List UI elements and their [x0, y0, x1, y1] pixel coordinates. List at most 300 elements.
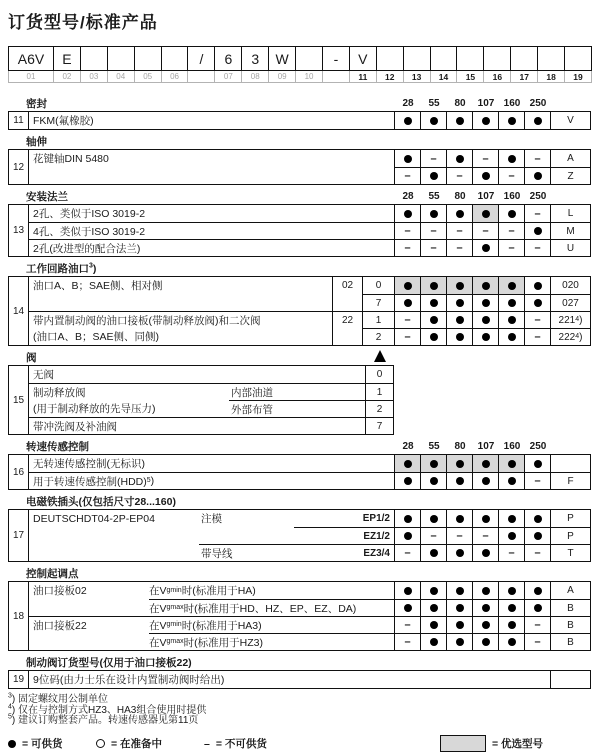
group-code-cell: 22	[332, 311, 362, 328]
subcode-cell: 1	[362, 311, 394, 328]
availability-cell	[420, 633, 446, 650]
size-col-header: 55	[428, 441, 440, 452]
row-label: 2孔、类似于ISO 3019-2	[33, 208, 146, 220]
ordering-code-cell	[376, 47, 403, 70]
code-cell: T	[550, 544, 590, 561]
row-label	[29, 544, 199, 561]
available-dot-icon	[534, 282, 542, 290]
availability-cell	[472, 455, 498, 472]
availability-cell	[524, 112, 550, 129]
size-col-header: 107	[477, 441, 495, 452]
table-row	[29, 311, 590, 328]
availability-cell: –	[446, 527, 472, 544]
table-row	[29, 417, 393, 434]
availability-cell	[446, 311, 472, 328]
ordering-code-cell: -	[322, 47, 349, 70]
code-cell: U	[550, 239, 590, 256]
availability-cell	[394, 112, 420, 129]
availability-cell	[498, 150, 524, 167]
availability-cell: –	[498, 167, 524, 184]
ordering-code-cell: 6	[214, 47, 241, 70]
section-title: 转速传感控制	[26, 441, 89, 453]
table-row	[29, 294, 590, 311]
availability-cell: –	[472, 222, 498, 239]
code-cell: M	[550, 222, 590, 239]
availability-cell	[446, 277, 472, 294]
table-row	[29, 671, 590, 688]
availability-cell	[472, 633, 498, 650]
availability-cell	[420, 294, 446, 311]
table-row	[29, 455, 590, 472]
available-dot-icon	[404, 299, 412, 307]
position-number-cell: 05	[134, 71, 161, 82]
availability-cell: –	[524, 311, 550, 328]
available-dot-icon	[482, 172, 490, 180]
section-rows	[29, 366, 393, 434]
code-cell: P	[550, 510, 590, 527]
availability-cell: –	[498, 239, 524, 256]
code-cell: 2	[365, 400, 393, 417]
section-service-line-ports	[8, 263, 592, 346]
code-cell: 222 4 )	[550, 328, 590, 345]
available-dot-icon	[482, 460, 490, 468]
availability-cell	[498, 311, 524, 328]
row-label: (油口A、B；SAE侧、同侧)	[33, 331, 160, 343]
available-dot-icon	[430, 282, 438, 290]
ordering-code-table	[8, 46, 592, 83]
section-rows	[29, 150, 590, 184]
available-dot-icon	[404, 117, 412, 125]
available-dot-icon	[534, 460, 542, 468]
availability-cell: –	[394, 328, 420, 345]
availability-cell	[420, 167, 446, 184]
availability-cell	[394, 455, 420, 472]
available-dot-icon	[404, 282, 412, 290]
row-label: 油口A、B；SAE侧、相对侧	[33, 280, 163, 292]
table-row	[29, 510, 590, 527]
available-dot-icon	[534, 604, 542, 612]
available-dot-icon	[482, 117, 490, 125]
ordering-code-cell	[456, 47, 483, 70]
ordering-code-row	[8, 46, 592, 71]
row-label: 制动释放阀	[29, 383, 229, 400]
footnote-item: $^5$) 建议订购整套产品。转速传感器见第11页	[8, 713, 199, 726]
available-dot-icon	[404, 210, 412, 218]
available-dot-icon	[508, 460, 516, 468]
availability-cell: –	[472, 527, 498, 544]
table-row	[29, 616, 590, 633]
section-number: 15	[9, 366, 29, 434]
size-col-header: 80	[454, 98, 466, 109]
availability-cell	[446, 205, 472, 222]
available-dot-icon	[508, 333, 516, 341]
available-dot-icon	[508, 282, 516, 290]
legend-box-icon	[440, 735, 486, 752]
available-dot-icon	[430, 299, 438, 307]
available-dot-icon	[482, 549, 490, 557]
sub-label: 在V gmin 时(标准用于HA)	[149, 585, 256, 597]
section-rows	[29, 582, 590, 650]
ordering-code-cell	[537, 47, 564, 70]
ordering-code-cell	[510, 47, 537, 70]
availability-cell	[446, 633, 472, 650]
size-header	[395, 441, 551, 453]
size-col-header: 250	[529, 441, 547, 452]
legend-circle-icon	[96, 739, 105, 748]
available-dot-icon	[534, 117, 542, 125]
available-dot-icon	[482, 621, 490, 629]
available-dot-icon	[534, 299, 542, 307]
section-number: 12	[9, 150, 29, 184]
availability-cell	[524, 455, 550, 472]
size-col-header: 28	[402, 191, 414, 202]
table-row	[29, 544, 590, 561]
code-cell: 020	[550, 277, 590, 294]
row-label: 用于转速传感控制(HDD) 5 )	[29, 472, 394, 489]
ordering-code-cell	[134, 47, 161, 70]
available-dot-icon	[534, 227, 542, 235]
section-table	[8, 454, 591, 490]
available-dot-icon	[456, 515, 464, 523]
availability-cell	[394, 277, 420, 294]
group-code-cell	[332, 294, 362, 311]
ordering-code-cell: /	[187, 47, 214, 70]
legend-label: = 在准备中	[111, 738, 163, 750]
ordering-code-cell: V	[349, 47, 376, 70]
section-table	[8, 276, 591, 346]
availability-cell	[498, 294, 524, 311]
row-label: 带冲洗阀及补油阀	[29, 417, 229, 434]
legend-label: = 不可供货	[215, 738, 267, 750]
available-dot-icon	[482, 210, 490, 218]
available-dot-icon	[456, 604, 464, 612]
available-dot-icon	[430, 549, 438, 557]
availability-cell	[446, 328, 472, 345]
availability-cell	[446, 472, 472, 489]
available-dot-icon	[456, 587, 464, 595]
size-col-header: 250	[529, 191, 547, 202]
row-label: 油口接板02	[33, 585, 87, 597]
availability-cell	[472, 599, 498, 616]
arrow-triangle	[374, 350, 386, 362]
availability-cell: –	[498, 544, 524, 561]
section-number: 18	[9, 582, 29, 650]
table-row	[29, 599, 590, 616]
position-number-cell: 06	[161, 71, 188, 82]
ordering-code-cell	[107, 47, 134, 70]
size-col-header: 160	[503, 98, 521, 109]
section-title: 电磁铁插头(仅包括尺寸28...160)	[26, 496, 176, 508]
availability-cell	[524, 510, 550, 527]
available-dot-icon	[404, 587, 412, 595]
section-rows	[29, 277, 590, 345]
section-number: 14	[9, 277, 29, 345]
position-number-cell: 19	[564, 71, 591, 82]
position-number-cell: 16	[483, 71, 510, 82]
availability-cell	[420, 510, 446, 527]
position-number-cell: 12	[376, 71, 403, 82]
position-number-cell: 01	[26, 72, 36, 81]
availability-cell	[524, 222, 550, 239]
legend-dot-icon	[8, 740, 16, 748]
legend-item	[204, 734, 267, 754]
size-header	[395, 98, 551, 110]
table-row	[29, 582, 590, 599]
row-label	[29, 527, 199, 544]
availability-cell: –	[446, 222, 472, 239]
table-row	[29, 383, 393, 400]
mid-label: 带导线	[199, 544, 294, 561]
available-dot-icon	[508, 587, 516, 595]
size-header	[395, 191, 551, 203]
available-dot-icon	[482, 638, 490, 646]
availability-cell: –	[394, 222, 420, 239]
availability-cell: –	[524, 239, 550, 256]
available-dot-icon	[404, 477, 412, 485]
row-label	[29, 633, 149, 650]
table-row	[29, 239, 590, 256]
availability-cell	[394, 150, 420, 167]
position-number-cell: 02	[53, 71, 80, 82]
available-dot-icon	[456, 460, 464, 468]
table-row	[29, 222, 590, 239]
ordering-code-cell: E	[53, 47, 80, 70]
available-dot-icon	[404, 515, 412, 523]
section-table	[8, 204, 591, 257]
availability-cell	[498, 277, 524, 294]
available-dot-icon	[430, 638, 438, 646]
sub-label: 在V gmin 时(标准用于HA3)	[149, 616, 394, 633]
position-number-cell: 18	[537, 71, 564, 82]
ordering-code-cell: A6V	[17, 50, 45, 67]
availability-cell	[446, 112, 472, 129]
table-row	[29, 150, 590, 167]
availability-cell	[420, 277, 446, 294]
available-dot-icon	[404, 604, 412, 612]
subcode-cell: 2	[362, 328, 394, 345]
position-number-cell: 03	[80, 71, 107, 82]
size-col-header: 160	[503, 191, 521, 202]
section-title: 制动阀订货型号(仅用于油口接板22)	[26, 657, 192, 669]
available-dot-icon	[482, 477, 490, 485]
position-number-cell: 17	[510, 71, 537, 82]
position-number-cell: 13	[403, 71, 430, 82]
size-col-header: 107	[477, 98, 495, 109]
section-title: 安装法兰	[26, 191, 68, 203]
subcode-cell: 7	[362, 294, 394, 311]
sections-container	[8, 98, 592, 689]
availability-cell	[498, 510, 524, 527]
table-row	[29, 112, 590, 129]
availability-cell	[420, 616, 446, 633]
availability-cell	[446, 544, 472, 561]
size-col-header: 28	[402, 441, 414, 452]
size-col-header: 160	[503, 441, 521, 452]
availability-cell: –	[524, 328, 550, 345]
availability-cell	[498, 599, 524, 616]
section-brake-valve-code	[8, 657, 592, 689]
availability-cell	[394, 582, 420, 599]
mid-label: 内部油道	[229, 383, 365, 400]
row-label	[29, 294, 332, 311]
table-row	[29, 633, 590, 650]
size-col-header: 80	[454, 191, 466, 202]
table-row	[29, 527, 590, 544]
availability-cell	[446, 294, 472, 311]
row-label: FKM(氟橡胶)	[33, 115, 94, 127]
position-number-cell: 09	[268, 71, 295, 82]
availability-cell	[498, 205, 524, 222]
row-label: 2孔(改进型的配合法兰)	[29, 239, 394, 256]
availability-cell: –	[394, 311, 420, 328]
code-cell: V	[550, 112, 590, 129]
tag-label: EZ1/2	[294, 527, 394, 544]
available-dot-icon	[456, 210, 464, 218]
available-dot-icon	[404, 155, 412, 163]
availability-cell	[524, 277, 550, 294]
legend	[8, 734, 592, 754]
section-speed-sensor	[8, 441, 592, 490]
footnotes	[8, 692, 592, 727]
ordering-code-cell	[295, 47, 322, 70]
availability-cell	[472, 294, 498, 311]
availability-cell: –	[524, 205, 550, 222]
section-valve	[8, 352, 592, 435]
available-dot-icon	[456, 638, 464, 646]
code-cell: F	[550, 472, 590, 489]
section-title: 阀	[26, 352, 37, 364]
section-seal	[8, 98, 592, 130]
available-dot-icon	[456, 299, 464, 307]
available-dot-icon	[534, 532, 542, 540]
availability-cell	[420, 544, 446, 561]
ordering-code-cell	[161, 47, 188, 70]
available-dot-icon	[430, 117, 438, 125]
availability-cell	[498, 582, 524, 599]
availability-cell: –	[446, 167, 472, 184]
available-dot-icon	[430, 316, 438, 324]
tag-label: EZ3/4	[294, 544, 394, 561]
availability-cell	[498, 328, 524, 345]
arrow-up-icon	[374, 350, 386, 364]
position-number-cell: 04	[107, 71, 134, 82]
availability-cell	[394, 527, 420, 544]
section-table	[8, 509, 591, 562]
code-cell	[550, 671, 590, 688]
availability-cell	[420, 582, 446, 599]
availability-cell	[394, 510, 420, 527]
availability-cell	[498, 616, 524, 633]
available-dot-icon	[508, 117, 516, 125]
section-solenoid-connector	[8, 496, 592, 562]
available-dot-icon	[508, 155, 516, 163]
code-cell: B	[550, 616, 590, 633]
availability-cell	[524, 527, 550, 544]
table-row	[29, 167, 590, 184]
available-dot-icon	[534, 515, 542, 523]
code-cell: A	[550, 150, 590, 167]
position-number-cell	[322, 71, 349, 82]
ordering-code-cell: W	[268, 47, 295, 70]
ordering-code-cell	[80, 47, 107, 70]
availability-cell	[524, 582, 550, 599]
available-dot-icon	[430, 460, 438, 468]
availability-cell	[446, 150, 472, 167]
available-dot-icon	[482, 299, 490, 307]
table-row	[29, 366, 393, 383]
ordering-code-cell	[564, 47, 591, 70]
section-control-start	[8, 568, 592, 651]
available-dot-icon	[430, 477, 438, 485]
section-number: 13	[9, 205, 29, 256]
row-label: 9位码(由力士乐在设计内置制动阀时给出)	[33, 674, 225, 686]
available-dot-icon	[456, 477, 464, 485]
position-number-cell: 08	[241, 71, 268, 82]
availability-cell: –	[524, 150, 550, 167]
availability-cell	[498, 455, 524, 472]
ordering-code-cell	[430, 47, 457, 70]
available-dot-icon	[404, 460, 412, 468]
tag-label: EP1/2	[362, 513, 390, 524]
row-label	[29, 599, 149, 616]
section-title: 轴伸	[26, 136, 47, 148]
code-cell	[550, 455, 590, 472]
code-cell: 0	[365, 366, 393, 383]
availability-cell	[498, 472, 524, 489]
sub-label: 在V gmax 时(标准用于HD、HZ、EP、EZ、DA)	[149, 599, 394, 616]
section-rows	[29, 671, 590, 688]
availability-cell	[524, 599, 550, 616]
available-dot-icon	[482, 604, 490, 612]
available-dot-icon	[456, 117, 464, 125]
available-dot-icon	[508, 515, 516, 523]
available-dot-icon	[508, 621, 516, 629]
section-number: 17	[9, 510, 29, 561]
code-cell: Z	[550, 167, 590, 184]
available-dot-icon	[482, 587, 490, 595]
availability-cell: –	[394, 633, 420, 650]
legend-item	[440, 734, 543, 754]
section-title: 工作回路油口$^3$)	[26, 262, 97, 275]
available-dot-icon	[430, 333, 438, 341]
available-dot-icon	[404, 532, 412, 540]
availability-cell: –	[420, 150, 446, 167]
availability-cell	[420, 599, 446, 616]
available-dot-icon	[430, 604, 438, 612]
code-cell: 221 4 )	[550, 311, 590, 328]
availability-cell	[472, 616, 498, 633]
section-table	[8, 149, 591, 185]
code-cell: 027	[550, 294, 590, 311]
section-mounting-flange	[8, 191, 592, 257]
availability-cell	[446, 582, 472, 599]
size-col-header: 55	[428, 98, 440, 109]
availability-cell	[394, 294, 420, 311]
available-dot-icon	[508, 604, 516, 612]
section-rows	[29, 205, 590, 256]
row-label	[29, 167, 394, 184]
availability-cell	[472, 544, 498, 561]
availability-cell: –	[394, 167, 420, 184]
availability-cell	[420, 112, 446, 129]
legend-dash-icon: –	[204, 737, 210, 750]
code-cell: A	[550, 582, 590, 599]
availability-cell: –	[394, 544, 420, 561]
availability-cell	[420, 205, 446, 222]
availability-cell	[420, 455, 446, 472]
available-dot-icon	[482, 333, 490, 341]
availability-cell	[472, 112, 498, 129]
